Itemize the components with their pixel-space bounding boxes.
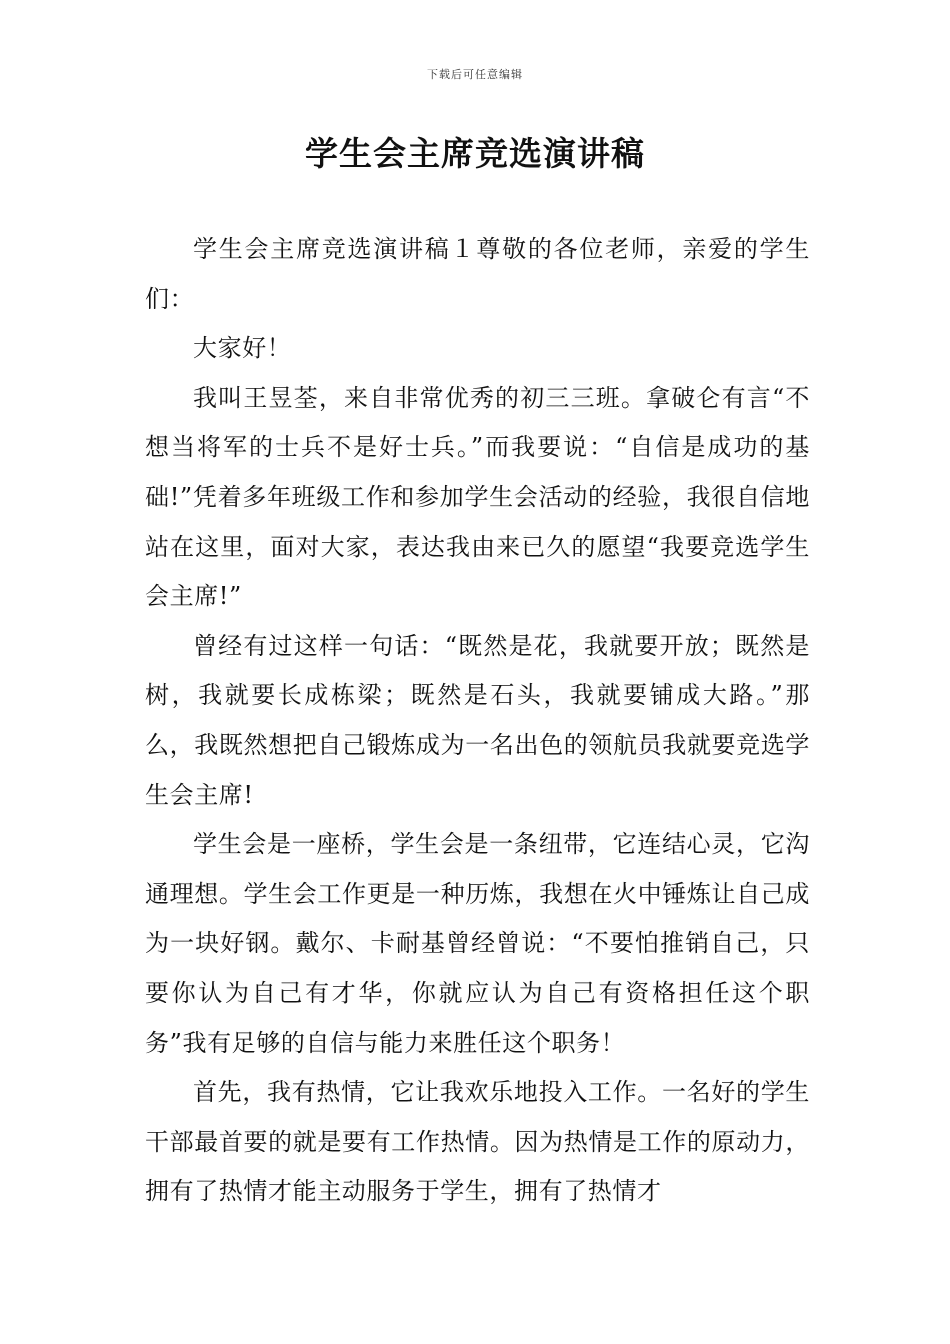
paragraph-2: 大家好！ xyxy=(193,334,292,363)
header-note: 下载后可任意编辑 xyxy=(427,68,523,81)
paragraph-4: 曾经有过这样一句话：“既然是花，我就要开放；既然是树，我就要长成栋梁；既然是石头，我就要铺成大路。”那么，我既然想把自己锻炼成为一名出色的领航员我就要竞选学生会主席! xyxy=(145,631,810,809)
paragraph-6: 首先，我有热情，它让我欢乐地投入工作。一名好的学生干部最首要的就是要有工作热情。因为热情是工作的原动力，拥有了热情才能主动服务于学生，拥有了热情才 xyxy=(145,1078,810,1206)
document-title: 学生会主席竞选演讲稿 xyxy=(305,134,645,173)
paragraph-3: 我叫王昱荃，来自非常优秀的初三三班。拿破仑有言“不想当将军的士兵不是好士兵。”而我要说：“自信是成功的基础!”凭着多年班级工作和参加学生会活动的经验，我很自信地站在这里，面对大家，表达我由来已久的愿望“我要竞选学生会主席!” xyxy=(145,383,810,611)
paragraph-1: 学生会主席竞选演讲稿１尊敬的各位老师，亲爱的学生们： xyxy=(145,235,810,313)
document-body xyxy=(145,225,810,1217)
paragraph-5: 学生会是一座桥，学生会是一条纽带，它连结心灵，它沟通理想。学生会工作更是一种历炼，我想在火中锤炼让自己成为一块好钢。戴尔、卡耐基曾经曾说：“不要怕推销自己，只要你认为自己有才华，你就应认为自己有资格担任这个职务”我有足够的自信与能力来胜任这个职务！ xyxy=(145,830,810,1057)
